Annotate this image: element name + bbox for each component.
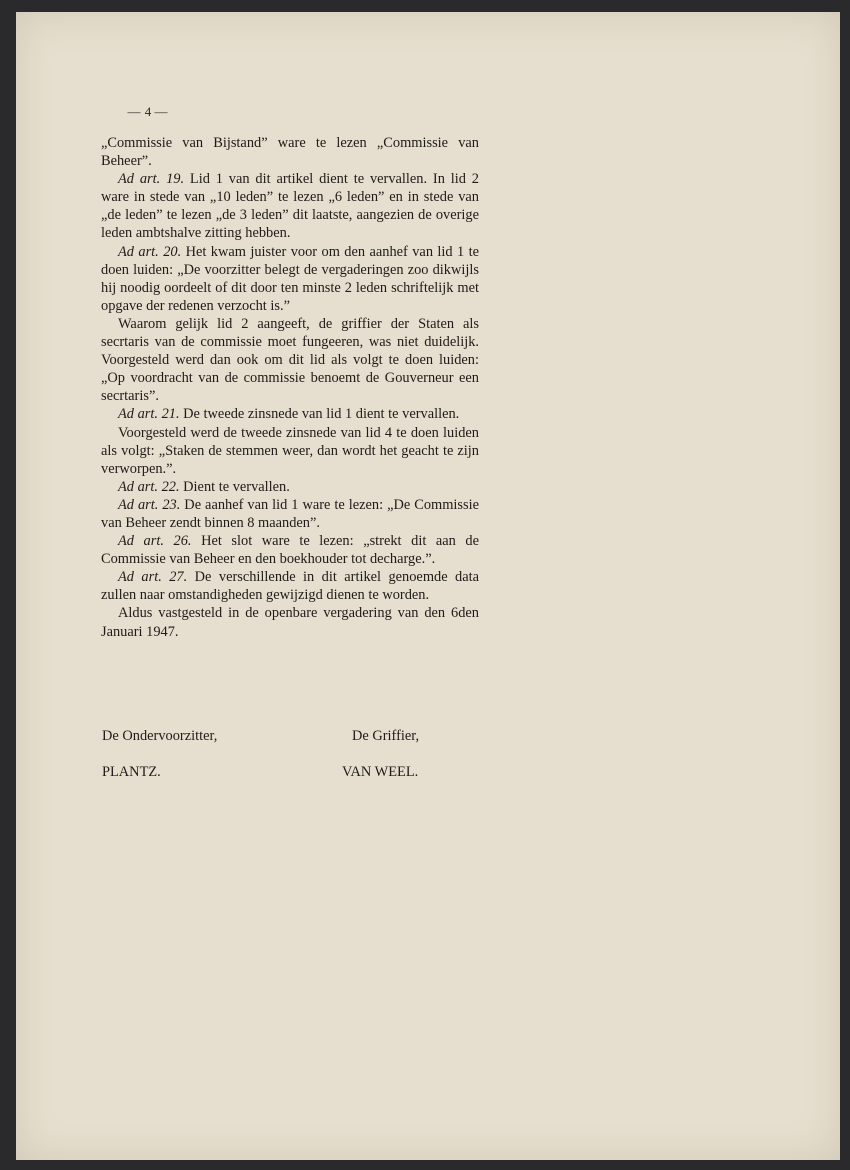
paragraph: Aldus vastgesteld in de openbare vergadering van den 6den Januari 1947. [101,605,479,640]
signature-title-left: De Ondervoorzitter, [102,728,218,744]
body-text [101,134,479,641]
paragraph: Ad art. 26. Het slot ware te lezen: „strekt dit aan de Commissie van Beheer en den boekhouder tot decharge.”. [101,533,480,568]
paragraph: Ad art. 23. De aanhef van lid 1 ware te lezen: „De Commissie van Beheer zendt binnen 8 maanden”. [101,496,479,531]
document-page [16,12,840,1160]
paragraph: Ad art. 21. De tweede zinsnede van lid 1 dient te vervallen. [118,406,460,423]
paragraph: Waarom gelijk lid 2 aangeeft, de griffier der Staten als secrtaris van de commissie moet fungeeren, was niet duidelijk. Voorgesteld werd dan ook om dit lid als volgt te doen luiden: „Op voordracht van de commissie benoemt de Gouverneur een secrtaris”. [101,315,479,405]
paragraph: Ad art. 22. Dient te vervallen. [118,478,290,495]
paragraph: Voorgesteld werd de tweede zinsnede van lid 4 te doen luiden als volgt: „Staken de stemmen weer, dan wordt het geacht te zijn verworpen.”. [101,424,479,477]
page-number: — 4 — [127,104,169,119]
paragraph: Ad art. 19. Lid 1 van dit artikel dient te vervallen. In lid 2 ware in stede van „10 leden” te lezen „6 leden” en in stede van „de leden” te lezen „de 3 leden” dit laatste, aangezien de overige leden ambtshalve zitting hebben. [101,171,480,242]
signature-title-right: De Griffier, [352,728,420,744]
paragraph: Ad art. 20. Het kwam juister voor om den aanhef van lid 1 te doen luiden: „De voorzitter belegt de vergaderingen zoo dikwijls hij noodig oordeelt of dit door ten minste 2 leden schriftelijk met opgave der redenen verzocht is.” [101,243,480,314]
signature-name-right: VAN WEEL. [342,764,419,780]
signature-name-left: PLANTZ. [102,764,161,780]
paragraph: Ad art. 27. De verschillende in dit artikel genoemde data zullen naar omstandigheden gewijzigd dienen te worden. [101,569,479,604]
paragraph: „Commissie van Bijstand” ware te lezen „Commissie van Beheer”. [101,135,479,170]
